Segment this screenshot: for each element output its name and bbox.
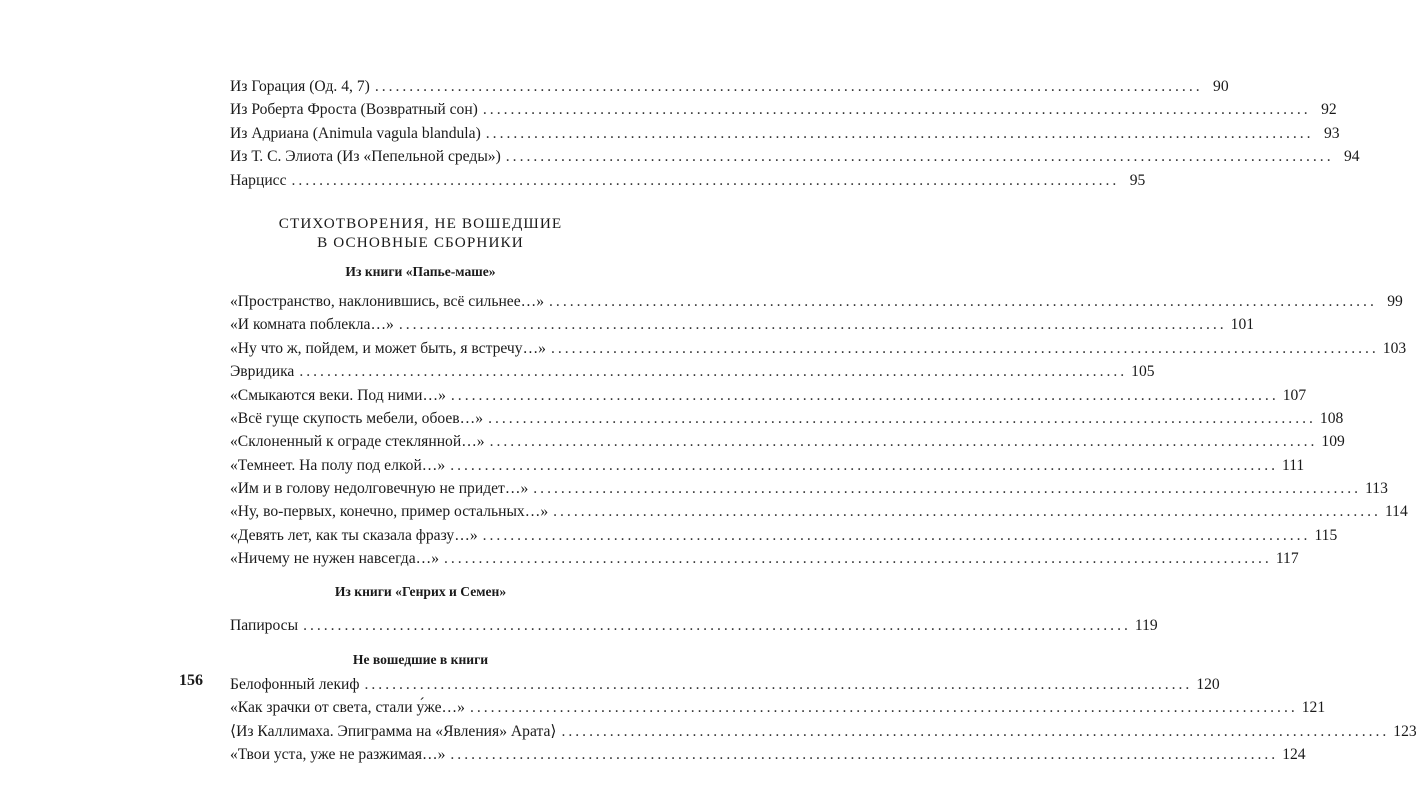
dot-leader: ........................................................................................................................	[561, 722, 1390, 740]
toc-entry-page: 108	[1319, 409, 1344, 427]
toc-entry-title: «И комната поблекла…»	[230, 316, 394, 334]
toc-entry	[230, 720, 1417, 743]
toc-entry	[230, 122, 1340, 145]
toc-list-top	[230, 75, 1360, 192]
toc-entry-title: «Смыкаются веки. Под ними…»	[230, 386, 446, 404]
toc-entry-title: «Девять лет, как ты сказала фразу…»	[230, 526, 478, 544]
section-heading	[230, 214, 611, 252]
dot-leader: ........................................................................................................................	[374, 78, 1203, 95]
toc-entry	[230, 313, 1255, 336]
toc-entry-page: 121	[1301, 699, 1326, 717]
toc-entry-title: «Как зрачки от света, стали у́же…»	[230, 699, 465, 717]
toc-entry-page: 99	[1387, 292, 1403, 310]
subsection-heading-uncollected: Не вошедшие в книги	[352, 652, 489, 668]
dot-leader: ........................................................................................................................	[291, 171, 1120, 189]
toc-entry-title: «Ничему не нужен навсегда…»	[230, 550, 439, 568]
dot-leader: ........................................................................................................................	[450, 456, 1278, 474]
dot-leader: ........................................................................................................................	[533, 480, 1362, 498]
toc-entry-page: 124	[1282, 746, 1306, 764]
dot-leader: ........................................................................................................................	[398, 316, 1227, 334]
dot-leader: ........................................................................................................................	[482, 526, 1311, 544]
toc-list-henrikh-semen	[230, 614, 1158, 637]
toc-entry-title: «Твои уста, уже не разжимая…»	[230, 746, 446, 764]
toc-entry-title: «Всё гуще скупость мебели, обоев…»	[230, 409, 484, 427]
toc-entry-page: 94	[1344, 148, 1360, 166]
toc-entry-page: 101	[1230, 316, 1255, 334]
toc-entry-title: Из Т. С. Элиота (Из «Пепельной среды»)	[230, 148, 501, 166]
toc-entry	[230, 337, 1407, 360]
section-heading-line-2: В ОСНОВНЫЕ СБОРНИКИ	[317, 233, 524, 251]
toc-list-papier-mache	[230, 290, 1408, 571]
dot-leader: ........................................................................................................................	[364, 676, 1193, 694]
dot-leader: ........................................................................................................................	[550, 339, 1379, 357]
toc-entry-page: 107	[1282, 386, 1307, 404]
toc-entry	[230, 169, 1146, 192]
toc-entry	[230, 384, 1307, 407]
dot-leader: ........................................................................................................................	[469, 699, 1298, 717]
toc-entry-title: Из Адриана (Animula vagula blandula)	[230, 124, 481, 142]
subsection-heading-papier-mache: Из книги «Папье-маше»	[345, 263, 496, 279]
toc-entry-title: ⟨Из Каллимаха. Эпиграмма на «Явления» Арата⟩	[230, 722, 557, 740]
toc-entry-page: 120	[1196, 676, 1220, 694]
dot-leader: ........................................................................................................................	[450, 386, 1279, 404]
toc-entry-title: Белофонный лекиф	[230, 676, 360, 694]
toc-entry-title: «Пространство, наклонившись, всё сильнее…»	[230, 292, 545, 310]
toc-entry-title: Папиросы	[230, 616, 299, 634]
toc-entry	[230, 743, 1306, 766]
toc-entry-title: Эвридика	[230, 363, 295, 381]
dot-leader: ........................................................................................................................	[505, 148, 1334, 166]
toc-entry-page: 90	[1213, 78, 1229, 95]
toc-entry	[230, 454, 1305, 477]
toc-entry-page: 113	[1365, 480, 1388, 498]
toc-entry-title: Нарцисс	[230, 171, 287, 189]
toc-entry	[230, 98, 1337, 121]
dot-leader: ........................................................................................................................	[482, 101, 1311, 119]
dot-leader: ........................................................................................................................	[450, 746, 1279, 764]
toc-entry-page: 119	[1134, 616, 1158, 634]
toc-entry-page: 95	[1129, 171, 1146, 189]
toc-entry	[230, 614, 1158, 637]
toc-entry-title: Из Горация (Од. 4, 7)	[230, 78, 370, 95]
toc-entry-page: 123	[1393, 722, 1417, 740]
toc-entry	[230, 547, 1299, 570]
toc-entry-page: 105	[1131, 363, 1155, 381]
toc-entry	[230, 290, 1403, 313]
dot-leader: ........................................................................................................................	[303, 616, 1131, 634]
toc-entry	[230, 673, 1220, 696]
dot-leader: ........................................................................................................................	[444, 550, 1272, 568]
page-number: 156	[179, 672, 203, 689]
toc-entry	[230, 430, 1345, 453]
dot-leader: ........................................................................................................................	[488, 409, 1316, 427]
toc-entry-title: «Ну что ж, пойдем, и может быть, я встречу…»	[230, 339, 546, 357]
section-heading-line-1: СТИХОТВОРЕНИЯ, НЕ ВОШЕДШИЕ	[278, 214, 563, 232]
toc-list-uncollected	[230, 673, 1417, 767]
toc-entry-title: «Ну, во-первых, конечно, пример остальных…»	[230, 503, 549, 521]
toc-entry-title: Из Роберта Фроста (Возвратный сон)	[230, 101, 478, 119]
toc-entry	[230, 75, 1229, 98]
toc-entry	[230, 524, 1338, 547]
dot-leader: ........................................................................................................................	[299, 363, 1128, 381]
toc-entry-page: 92	[1321, 101, 1337, 119]
toc-entry	[230, 360, 1155, 383]
toc-entry-page: 114	[1384, 503, 1408, 521]
toc-entry	[230, 477, 1388, 500]
dot-leader: ........................................................................................................................	[553, 503, 1381, 521]
toc-entry-page: 93	[1323, 124, 1340, 142]
toc-entry-page: 115	[1314, 526, 1338, 544]
subsection-heading-henrikh-semen: Из книги «Генрих и Семен»	[334, 583, 507, 599]
toc-entry-title: «Склоненный к ограде стеклянной…»	[230, 433, 485, 451]
toc-entry-title: «Им и в голову недолговечную не придет…»	[230, 480, 529, 498]
toc-entry	[230, 500, 1408, 523]
dot-leader: ........................................................................................................................	[549, 292, 1377, 310]
toc-entry-page: 103	[1382, 339, 1407, 357]
toc-entry-page: 111	[1282, 456, 1305, 474]
toc-entry-page: 117	[1275, 550, 1299, 568]
dot-leader: ........................................................................................................................	[489, 433, 1318, 451]
toc-entry	[230, 696, 1326, 719]
table-of-contents	[230, 75, 1417, 767]
toc-entry-page: 109	[1321, 433, 1345, 451]
dot-leader: ........................................................................................................................	[485, 124, 1314, 142]
toc-entry	[230, 407, 1344, 430]
toc-entry	[230, 145, 1360, 168]
toc-entry-title: «Темнеет. На полу под елкой…»	[230, 456, 446, 474]
